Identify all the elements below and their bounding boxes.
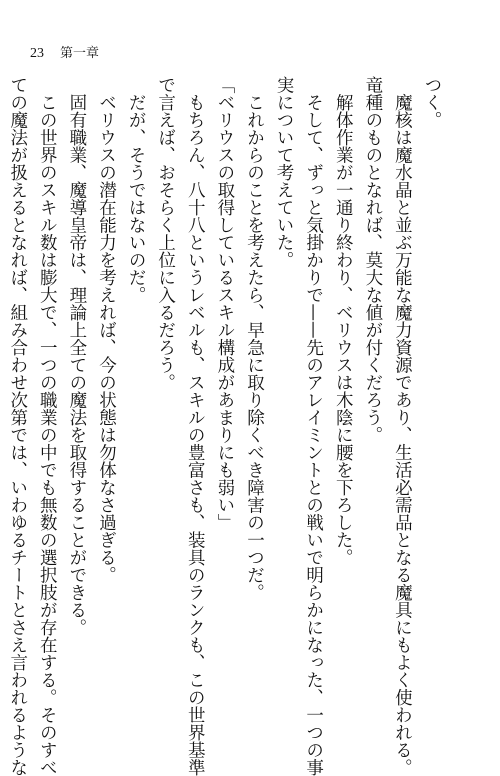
text-line: 解体作業が一通り終わり、ベリウスは木陰に腰を下ろした。 <box>333 76 354 566</box>
text-line: だが、そうではないのだ。 <box>126 76 147 304</box>
text-line: 実について考えていた。 <box>274 76 295 269</box>
text-line: この世界のスキル数は膨大で、一つの職業の中でも無数の選択肢が存在する。そのすべ <box>37 76 58 776</box>
page-number: 23 <box>30 46 44 61</box>
chapter-title: 第一章 <box>60 46 100 61</box>
text-line: ての魔法が扱えるとなれば、組み合わせ次第では、いわゆるチートとさえ言われるような <box>7 76 28 776</box>
text-line: つく。 <box>422 76 442 129</box>
text-line: これからのことを考えたら、早急に取り除くべき障害の一つだ。 <box>244 76 265 601</box>
text-line: で言えば、おそらく上位に入るだろう。 <box>155 76 176 391</box>
text-line: そして、ずっと気掛かりで——先のアレイミントとの戦いで明らかになった、一つの事 <box>303 76 324 776</box>
vertical-text-body <box>0 76 446 776</box>
page-header <box>30 42 99 62</box>
text-line: 魔核は魔水晶と並ぶ万能な魔力資源であり、生活必需品となる魔具にもよく使われる。 <box>392 76 413 776</box>
text-line: 「ベリウスの取得しているスキル構成があまりにも弱い」 <box>214 76 235 531</box>
text-line: 竜種のものとなれば、莫大な値が付くだろう。 <box>362 76 383 444</box>
text-line: 固有職業、魔導皇帝は、理論上全ての魔法を取得することができる。 <box>66 76 87 636</box>
text-line: もちろん、八十八というレベルも、スキルの豊富さも、装具のランクも、この世界基準 <box>185 76 206 776</box>
text-line: ベリウスの潜在能力を考えれば、今の状態は勿体なさ過ぎる。 <box>96 76 117 584</box>
